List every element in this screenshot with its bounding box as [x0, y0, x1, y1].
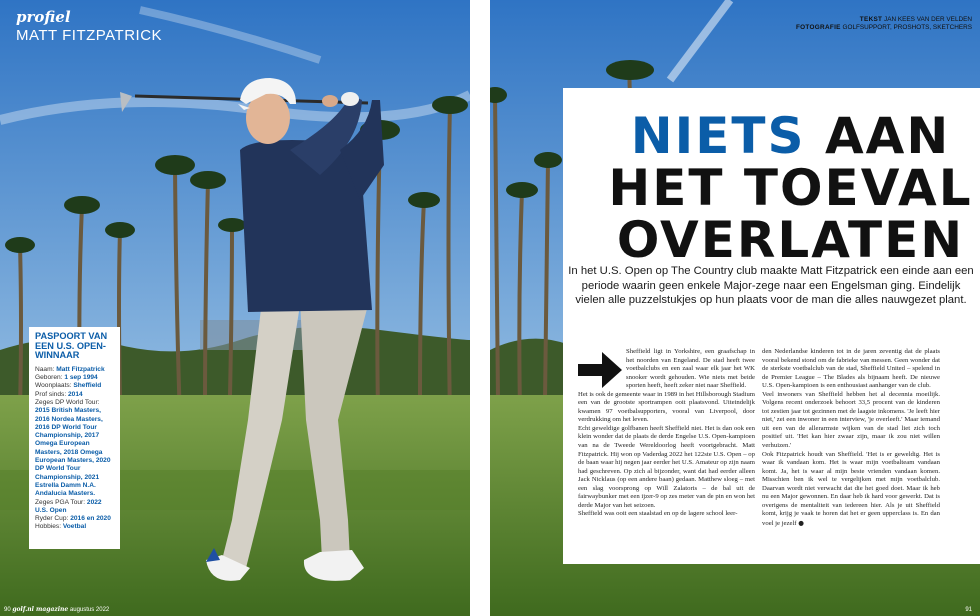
gutter	[470, 0, 490, 616]
passport-line: Naam: Matt Fitzpatrick	[35, 365, 105, 373]
article-column-2	[762, 348, 940, 528]
passport-line: Woonplaats: Sheffield	[35, 382, 102, 390]
person-label: MATT FITZPATRICK	[16, 27, 163, 44]
text-credit: TEKST JAN KEES VAN DER VELDEN	[859, 16, 972, 23]
article-column-1	[578, 348, 755, 519]
headline-line-3: OVERLATEN	[616, 211, 965, 269]
passport-line: Ryder Cup: 2016 en 2020	[35, 515, 111, 523]
passport-box	[29, 327, 120, 549]
passport-line: Hobbies: Voetbal	[35, 523, 87, 531]
headline-line-1: NIETS AAN	[630, 107, 951, 165]
headline-line-2: HET TOEVAL	[608, 159, 973, 217]
paragraph: Echt geweldige golfbanen heeft Sheffield niet. Het is dan ook een klein wonder dat de plaats de derde Engelse U.S. Open-kampioen van na de Tweede Wereldoorlog heeft voortgebracht. Matt Fitzpatrick. Hij won op Vaderdag 2022 het 122ste U.S. Open – op de baan waar hij negen jaar eerder het U.S. Amateur op zijn naam had geschreven. Op zich al bijzonder, want dat had eerder alleen Jack Nicklaus (op een andere baan) gedaan. Matthew sloeg – met een slag voorsprong op Will Zalatoris – de bal uit de fairwaybunker met een ijzer-9 op zes meter van de pin en won het derde Major van het seizoen.	[578, 424, 755, 509]
folio-right: 91	[965, 607, 972, 613]
section-label: profiel	[16, 8, 71, 26]
issue-date: augustus 2022	[69, 607, 110, 613]
passport-line: Zeges DP World Tour: 2015 British Masters, 2016 Nordea Masters, 2016 DP World Tour Championship, 2017 Omega European Masters, 2018 Omega European Masters, 2020 DP World Tour Championship, 2021 Estrella Damm N.A. Andalucia Masters.	[35, 398, 111, 498]
intro-paragraph: In het U.S. Open op The Country club maakte Matt Fitzpatrick een einde aan een periode waarin geen enkele Major-zege naar een Engelsman ging. Eindelijk vielen alle puzzelstukjes op hun plaats voor de man die alles nauwgezet plant.	[568, 265, 974, 306]
paragraph: den Nederlandse kinderen tot in de jaren zeventig dat de plaats vooral bekend stond om de fabrieke van messen. Geen wonder dat de sterkste voetbalclub van de stad, Sheffield United – spelend in de Premier League – The Blades als bijnaam heeft. De nieuwe U.S. Open-kampioen is een enthousiast aanhanger van de club.	[762, 348, 940, 390]
page-number: 90	[4, 607, 11, 613]
passport-line: Zeges PGA Tour: 2022 U.S. Open	[35, 498, 102, 514]
headline-accent: NIETS	[630, 107, 806, 165]
headline	[608, 107, 973, 269]
paragraph: Ook Fitzpatrick houdt van Sheffield. 'Het is er geweldig. Het is waar ik vandaan kom. Het is waar mijn voetbalteam vandaan komt. Ja, het is waar al mijn beste vrienden vandaan komen. Misschien ben ik wel te vergelijken met mijn voetbalclub. Daarvan wordt niet verwacht dat die het goed doet. Maar ik heb nu een Major gewonnen. En daar heb ik hard voor gewerkt. Dat is overigens de mentaliteit van iedereen hier. Als je uit Sheffield komt, krijg je vaak te horen dat het er geen upperclass is. En dan voel je jezelf ●	[762, 450, 940, 527]
continue-marker-icon: ●	[798, 518, 804, 527]
paragraph: Het is ook de gemeente waar in 1989 in het Hillsborough Stadium een van de grootste sportrampen ooit plaatsvond. Uiteindelijk kwamen 97 voetbalsupporters, vooral van Liverpool, door verdrukking om het leven.	[578, 390, 755, 424]
arrow-right-icon	[578, 350, 622, 390]
paragraph: Sheffield ligt in Yorkshire, een graafschap in het noorden van Engeland. De stad heeft twee voetbalclubs en een zaal waar elk jaar het WK snooker wordt gehouden. Wie niets met beide sporten heeft, heeft zeker niet naar Sheffield.	[626, 348, 755, 390]
passport-line: Geboren: 1 sep 1994	[35, 374, 98, 382]
folio-left	[4, 606, 109, 613]
passport-title: PASPOORT VAN EEN U.S. OPEN-WINNAAR	[35, 331, 108, 361]
magazine-name: golf.nl magazine	[12, 606, 69, 613]
credits	[796, 16, 972, 32]
passport-line: Prof sinds: 2014	[35, 390, 83, 398]
paragraph: Veel inwoners van Sheffield hebben het al decennia moeilijk. Volgens recent onderzoek behoort 33,5 procent van de kinderen tot zestien jaar tot gezinnen met de laagste inkomens. 'Je leeft hier niet,' zei een inwoner in een interview, 'je overleeft.' Maar iemand uit een van de allerarmste wijken van de stad liet zich toch positief uit. 'Het kan hier zwaar zijn, maar ik zou niet willen verhuizen.'	[762, 390, 940, 450]
photo-credit: FOTOGRAFIE GOLFSUPPORT, PROSHOTS, SKETCHERS	[795, 24, 972, 31]
left-page	[0, 0, 470, 616]
paragraph: Sheffield was ooit een staalstad en op de lagere school leer-	[578, 510, 738, 518]
